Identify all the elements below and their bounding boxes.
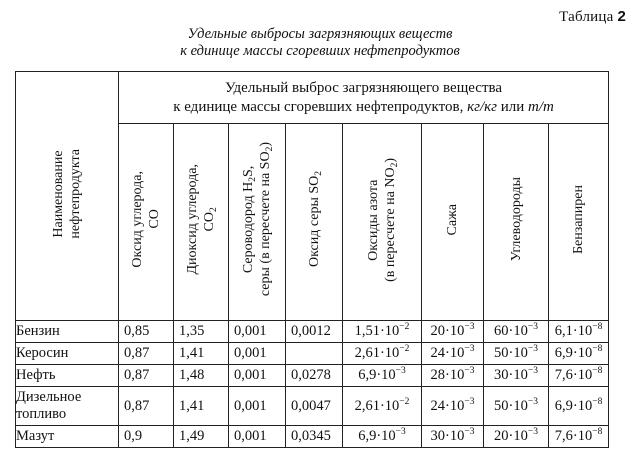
col-header-nox: Оксиды азота (в пересчете на $NO_2$)	[343, 124, 422, 321]
cell-soot: $24\cdot 10^{-3}$	[422, 343, 484, 365]
col-header-so2: Оксид серы $SO_2$	[286, 124, 343, 321]
cell-soot: $30\cdot 10^{-3}$	[422, 426, 484, 448]
emissions-table	[15, 71, 609, 448]
col-header-h2s: Сероводород $H_2S$, серы (в пересчете на $SO_2$)	[229, 124, 286, 321]
cell-benzopyrene: $7,6\cdot 10^{-8}$	[549, 365, 609, 387]
cell-hydrocarbons: $60\cdot 10^{-3}$	[484, 321, 549, 343]
cell-so2: 0,0047	[286, 387, 343, 426]
cell-co2: 1,35	[174, 321, 229, 343]
cell-co: 0,87	[119, 343, 174, 365]
product-name: Нефть	[16, 365, 119, 387]
cell-soot: $24\cdot 10^{-3}$	[422, 387, 484, 426]
cell-benzopyrene: $7,6\cdot 10^{-8}$	[549, 426, 609, 448]
cell-co2: 1,49	[174, 426, 229, 448]
cell-co: 0,87	[119, 365, 174, 387]
cell-co2: 1,41	[174, 343, 229, 365]
cell-benzopyrene: $6,1\cdot 10^{-8}$	[549, 321, 609, 343]
col-header-benzopyrene: Бензапирен	[549, 124, 609, 321]
cell-h2s: 0,001	[229, 426, 286, 448]
header-row-1	[16, 72, 609, 124]
product-name: Дизельное топливо	[16, 387, 119, 426]
table-row	[16, 343, 609, 365]
cell-nox: $2,61\cdot 10^{-2}$	[343, 343, 422, 365]
caption-line-2: к единице массы сгоревших нефтепродуктов	[180, 43, 460, 59]
cell-co2: 1,41	[174, 387, 229, 426]
cell-nox: $2,61\cdot 10^{-2}$	[343, 387, 422, 426]
cell-hydrocarbons: $30\cdot 10^{-3}$	[484, 365, 549, 387]
col-header-soot: Сажа	[422, 124, 484, 321]
cell-hydrocarbons: $50\cdot 10^{-3}$	[484, 387, 549, 426]
cell-benzopyrene: $6,9\cdot 10^{-8}$	[549, 387, 609, 426]
cell-h2s: 0,001	[229, 343, 286, 365]
cell-co2: 1,48	[174, 365, 229, 387]
col-header-co: Оксид углерода, CO	[119, 124, 174, 321]
product-name: Бензин	[16, 321, 119, 343]
table-caption	[0, 26, 640, 60]
table-label-prefix: Таблица	[559, 9, 614, 25]
caption-line-1: Удельные выбросы загрязняющих веществ	[187, 26, 453, 42]
table-body	[16, 321, 609, 448]
table-label-number: 2	[617, 8, 626, 25]
cell-h2s: 0,001	[229, 387, 286, 426]
cell-co: 0,87	[119, 387, 174, 426]
table-row	[16, 321, 609, 343]
cell-nox: $1,51\cdot 10^{-2}$	[343, 321, 422, 343]
table-row	[16, 365, 609, 387]
table-row	[16, 426, 609, 448]
product-name: Мазут	[16, 426, 119, 448]
cell-soot: $28\cdot 10^{-3}$	[422, 365, 484, 387]
cell-so2: 0,0278	[286, 365, 343, 387]
cell-benzopyrene: $6,9\cdot 10^{-8}$	[549, 343, 609, 365]
cell-co: 0,85	[119, 321, 174, 343]
emission-group-header: Удельный выброс загрязняющего вещества к единице массы сгоревших нефтепродуктов, кг/кг или т/т	[119, 72, 609, 124]
col-header-co2: Диоксид углерода, $CO_2$	[174, 124, 229, 321]
cell-hydrocarbons: $20\cdot 10^{-3}$	[484, 426, 549, 448]
cell-so2: 0,0345	[286, 426, 343, 448]
table-number-label	[559, 8, 626, 26]
col-header-hydrocarbons: Углеводороды	[484, 124, 549, 321]
cell-co: 0,9	[119, 426, 174, 448]
cell-nox: $6,9\cdot 10^{-3}$	[343, 426, 422, 448]
cell-nox: $6,9\cdot 10^{-3}$	[343, 365, 422, 387]
product-name: Керосин	[16, 343, 119, 365]
cell-soot: $20\cdot 10^{-3}$	[422, 321, 484, 343]
cell-so2: 0,0012	[286, 321, 343, 343]
product-column-header: Наименование нефтепродукта	[16, 72, 119, 321]
table-row	[16, 387, 609, 426]
cell-hydrocarbons: $50\cdot 10^{-3}$	[484, 343, 549, 365]
cell-h2s: 0,001	[229, 365, 286, 387]
cell-so2	[286, 343, 343, 365]
cell-h2s: 0,001	[229, 321, 286, 343]
